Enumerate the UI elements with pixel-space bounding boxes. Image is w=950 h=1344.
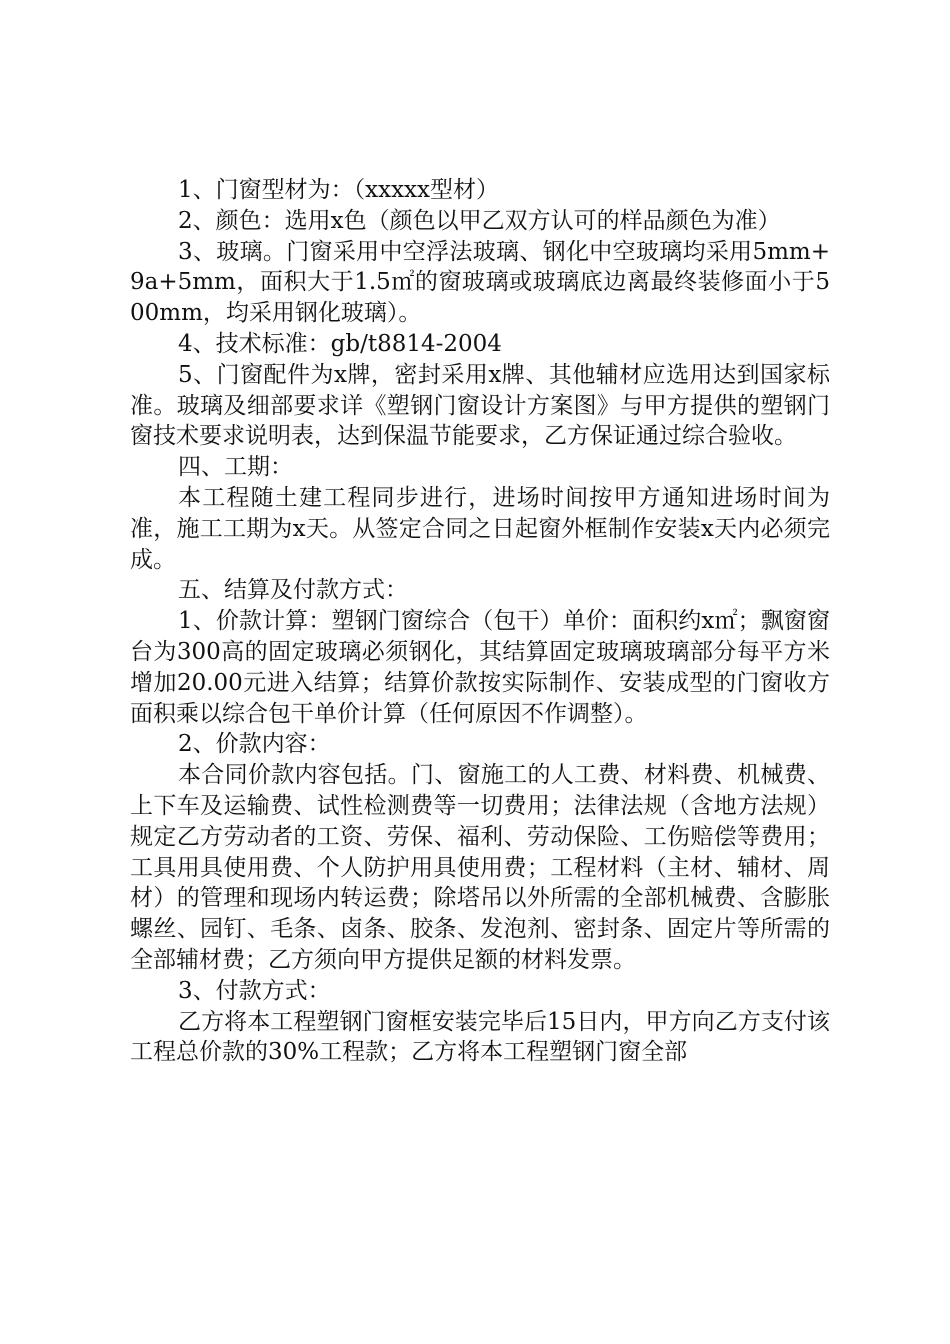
paragraph-hardware: 5、门窗配件为x牌，密封采用x牌、其他辅材应选用达到国家标准。玻璃及细部要求详《塑钢门窗设计方案图》与甲方提供的塑钢门窗技术要求说明表，达到保温节能要求，乙方保证通过综合验收。: [130, 361, 830, 450]
paragraph-glass: 3、玻璃。门窗采用中空浮法玻璃、钢化中空玻璃均采用5mm+9a+5mm，面积大于1.5㎡的窗玻璃或玻璃底边离最终装修面小于500mm，均采用钢化玻璃）。: [130, 238, 830, 327]
paragraph-schedule: 本工程随土建工程同步进行，进场时间按甲方通知进场时间为准，施工工期为x天。从签定合同之日起窗外框制作安装x天内必须完成。: [130, 484, 830, 573]
paragraph-price-calculation: 1、价款计算：塑钢门窗综合（包干）单价：面积约x㎡；飘窗窗台为300高的固定玻璃必须钢化，其结算固定玻璃玻璃部分每平方米增加20.00元进入结算；结算价款按实际制作、安装成型的门窗收方面积乘以综合包干单价计算（任何原因不作调整）。: [130, 608, 830, 727]
heading-settlement-payment: 五、结算及付款方式：: [178, 577, 408, 604]
heading-schedule: 四、工期：: [178, 454, 293, 481]
paragraph-price-content: 本合同价款内容包括。门、窗施工的人工费、材料费、机械费、上下车及运输费、试性检测费等一切费用；法律法规（含地方法规）规定乙方劳动者的工资、劳保、福利、劳动保险、工伤赔偿等费用；工具用具使用费、个人防护用具使用费；工程材料（主材、辅材、周材）的管理和现场内转运费；除塔吊以外所需的全部机械费、含膨胀螺丝、园钉、毛条、卤条、胶条、发泡剂、密封条、固定片等所需的全部辅材费；乙方须向甲方提供足额的材料发票。: [130, 762, 830, 973]
paragraph-payment-method: 乙方将本工程塑钢门窗框安装完毕后15日内，甲方向乙方支付该工程总价款的30%工程款；乙方将本工程塑钢门窗全部: [130, 1008, 830, 1066]
paragraph-frame-material: 1、门窗型材为：（xxxxx型材）: [178, 177, 499, 203]
paragraph-technical-standard: 4、技术标准：gb/t8814-2004: [178, 330, 502, 357]
document-body: [130, 175, 830, 1068]
paragraph-color: 2、颜色：选用x色（颜色以甲乙双方认可的样品颜色为准）: [178, 207, 781, 234]
heading-price-content: 2、价款内容：: [178, 731, 331, 758]
heading-payment-method: 3、付款方式：: [178, 977, 331, 1004]
